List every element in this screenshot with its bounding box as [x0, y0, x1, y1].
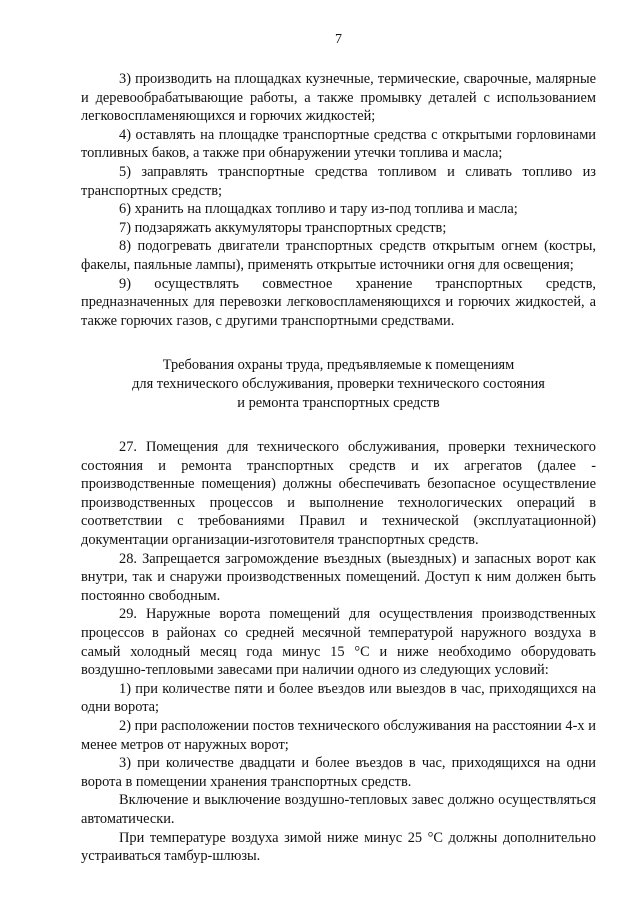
section-heading — [81, 356, 596, 412]
list-item: 7) подзаряжать аккумуляторы транспортных средств; — [119, 219, 447, 236]
section-heading-line: Требования охраны труда, предъявляемые к помещениям — [162, 357, 515, 374]
list-item: 4) оставлять на площадке транспортные средства с открытыми горловинами топливных баков, а также при обнаружении утечки топлива и масла; — [81, 126, 596, 162]
page-number: 7 — [335, 32, 342, 47]
list-item: 5) заправлять транспортные средства топливом и сливать топливо из транспортных средств; — [81, 163, 596, 199]
paragraph: Включение и выключение воздушно-тепловых завес должно осуществляться автоматически. — [81, 792, 596, 827]
list-item: 3) производить на площадках кузнечные, термические, сварочные, малярные и деревообрабатывающие работы, а также промывку деталей с использованием легковоспламеняющихся и горючих жидкостей; — [81, 71, 596, 125]
section-heading-line: для технического обслуживания, проверки технического состояния — [132, 375, 545, 392]
section-heading-line: и ремонта транспортных средств — [237, 394, 440, 411]
list-item: 6) хранить на площадках топливо и тару из-под топлива и масла; — [119, 201, 518, 218]
paragraph: При температуре воздуха зимой ниже минус 25 °С должны дополнительно устраиваться тамбур-шлюзы. — [81, 829, 596, 865]
paragraph: 2) при расположении постов технического обслуживания на расстоянии 4-х и менее метров от наружных ворот; — [81, 718, 596, 753]
paragraph: 27. Помещения для технического обслуживания, проверки технического состояния и ремонта транспортных средств и их агрегатов (далее - производственные помещения) должны обеспечивать безопасное осуществление производственных процессов и выполнение технологических операций в соответствии с требованиями Правил и технической (эксплуатационной) документации организации-изготовителя транспортных средств. — [81, 439, 596, 549]
paragraph: 1) при количестве пяти и более въездов или выездов в час, приходящихся на одни ворота; — [81, 680, 596, 716]
paragraph: 3) при количестве двадцати и более въездов в час, приходящихся на одни ворота в помещении хранения транспортных средств. — [81, 755, 596, 790]
list-item: 8) подогревать двигатели транспортных средств открытым огнем (костры, факелы, паяльные лампы), применять открытые источники огня для освещения; — [81, 238, 596, 273]
paragraph: 28. Запрещается загромождение въездных (выездных) и запасных ворот как внутри, так и снаружи производственных помещений. Доступ к ним должен быть постоянно свободным. — [81, 550, 596, 604]
paragraph: 29. Наружные ворота помещений для осуществления производственных процессов в районах со средней месячной температурой наружного воздуха в самый холодный месяц года минус 15 °С и ниже необходимо оборудовать воздушно-тепловыми завесами при наличии одного из следующих условий: — [81, 606, 596, 679]
list-item: 9) осуществлять совместное хранение транспортных средств, предназначенных для перевозки легковоспламеняющихся и горючих жидкостей, а также горючих газов, с другими транспортными средствами. — [81, 275, 596, 329]
